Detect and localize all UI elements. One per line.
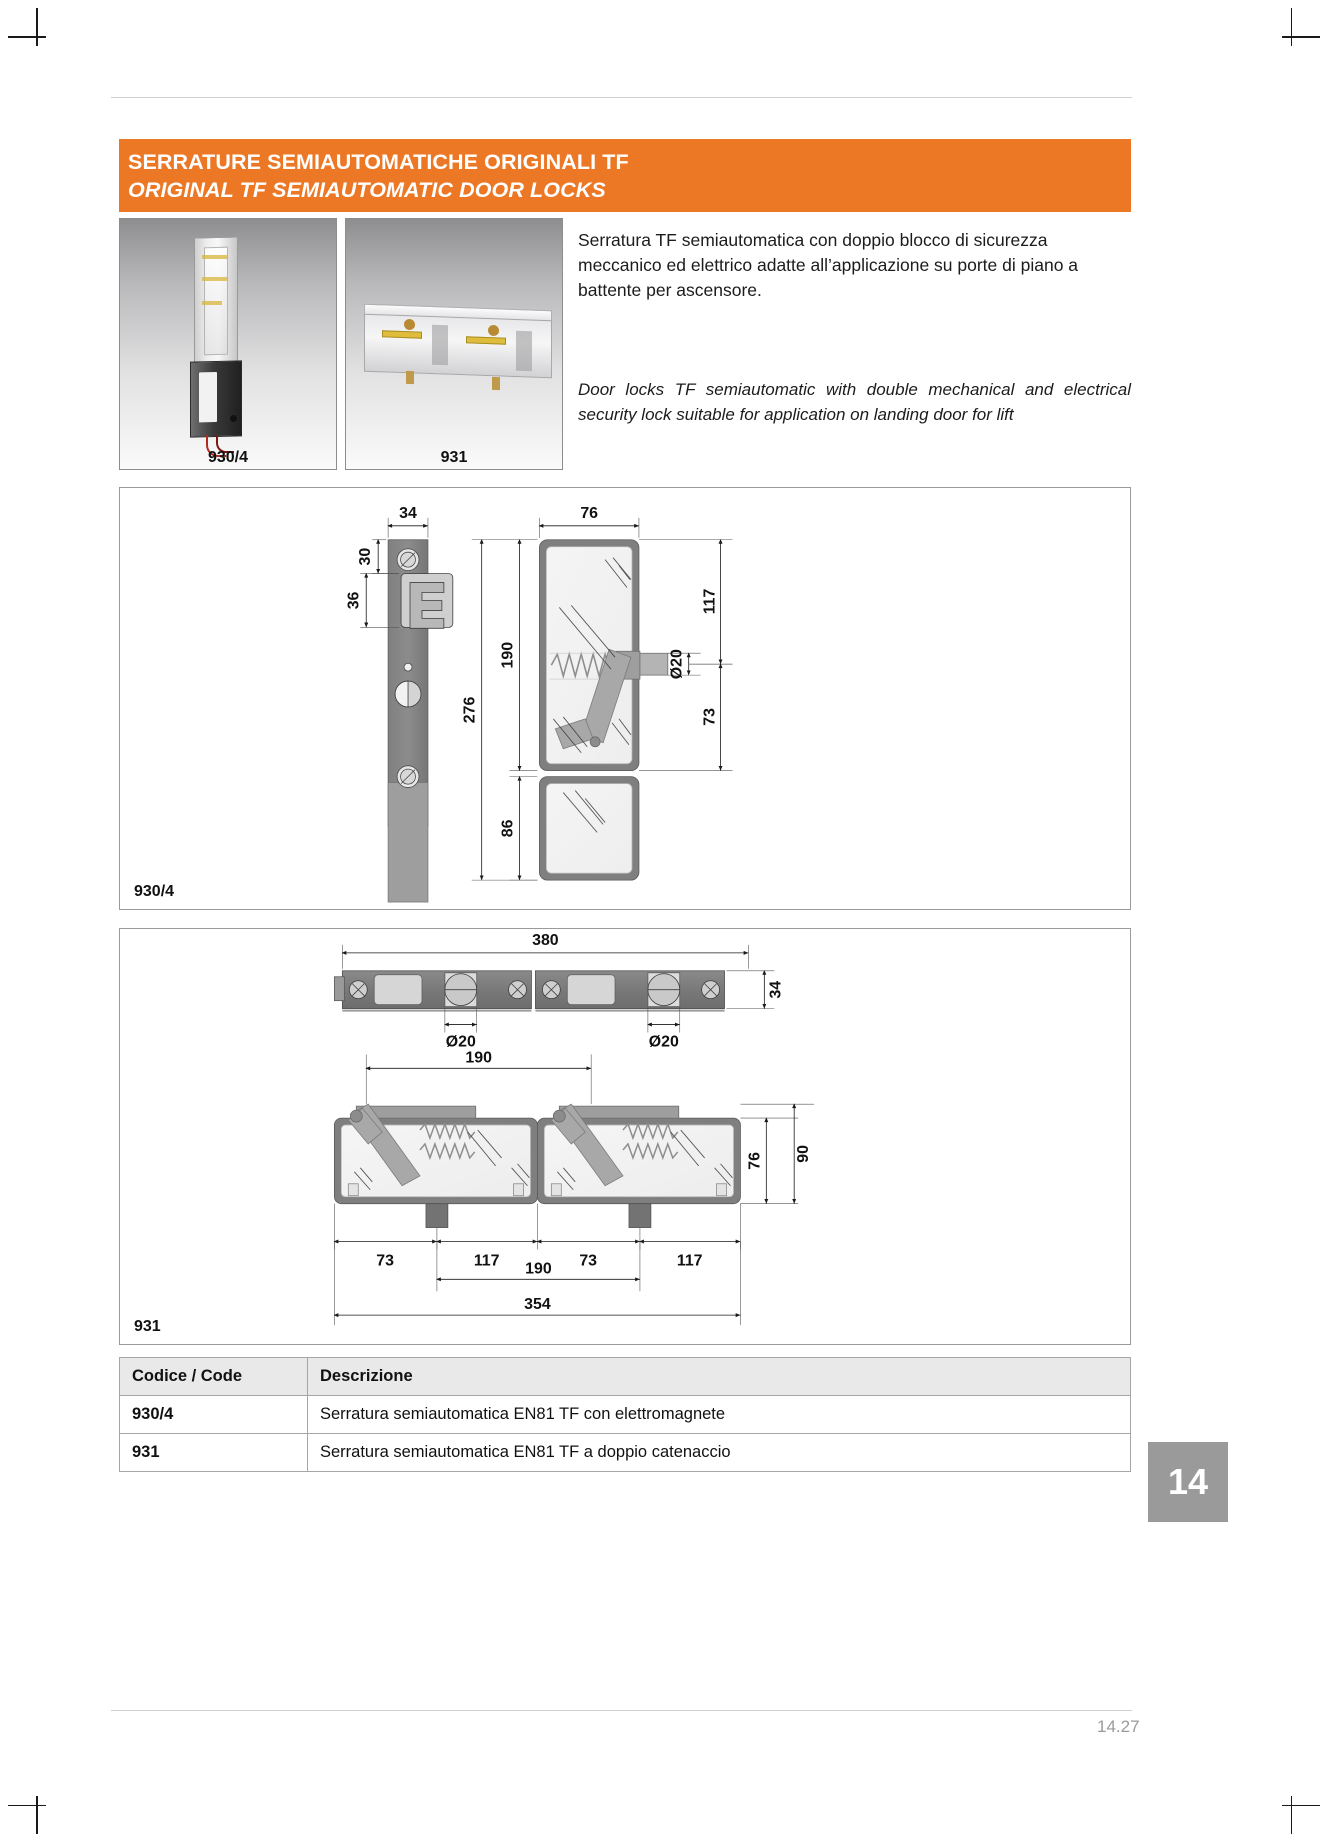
page-folio: 14.27 xyxy=(1097,1717,1140,1736)
dim-label-base-length: 354 xyxy=(524,1296,551,1314)
bottom-divider-rule xyxy=(111,1710,1132,1711)
dim-label-seg-2: 117 xyxy=(473,1252,500,1270)
table-row xyxy=(120,1396,1131,1434)
lock-detail-graphic xyxy=(202,301,222,305)
top-divider-rule xyxy=(111,97,1132,98)
cell-description: Serratura semiautomatica EN81 TF con elettromagnete xyxy=(308,1396,1131,1434)
dim-label-span-bottom: 190 xyxy=(525,1260,552,1278)
latch-graphic xyxy=(466,336,506,344)
dim-label-bolt-offset: 117 xyxy=(701,588,719,615)
product-photo-930-4 xyxy=(119,218,337,470)
table-header-row xyxy=(120,1358,1131,1396)
technical-drawing-panel-931 xyxy=(119,928,1131,1345)
dim-label-total-length: 380 xyxy=(532,931,559,949)
cell-code: 931 xyxy=(120,1434,308,1472)
dim-label-seg-1: 73 xyxy=(376,1252,395,1270)
dim-label-hole-left: Ø20 xyxy=(445,1033,476,1051)
brass-fitting-graphic xyxy=(488,325,499,336)
dim-label-profile-depth: 34 xyxy=(767,980,785,999)
crop-mark-bottom-right-vertical xyxy=(1291,1796,1293,1834)
dim-label-width-front: 34 xyxy=(399,504,417,522)
crop-mark-top-right-vertical xyxy=(1291,8,1293,46)
dim-label-bolt-diameter: Ø20 xyxy=(668,649,686,680)
description-italian: Serratura TF semiautomatica con doppio blocco di sicurezza meccanico ed elettrico adatte all’applicazione su porte di piano a battente per ascensore. xyxy=(578,230,1079,300)
photo-caption-930-4: 930/4 xyxy=(207,449,249,466)
lock-detail-graphic xyxy=(202,255,228,259)
crop-mark-bottom-left-vertical xyxy=(36,1796,38,1834)
section-title-english: ORIGINAL TF SEMIAUTOMATIC DOOR LOCKS xyxy=(128,178,606,202)
dim-label-total-height: 276 xyxy=(461,696,479,724)
brass-post-graphic xyxy=(406,371,414,384)
catalog-page xyxy=(111,0,1217,1842)
drawing-code-930-4: 930/4 xyxy=(134,883,175,900)
cell-description: Serratura semiautomatica EN81 TF a doppio catenaccio xyxy=(308,1434,1131,1472)
dim-label-seg-3: 73 xyxy=(579,1252,598,1270)
dim-label-box-height-outer: 90 xyxy=(795,1145,813,1163)
dim-label-span-top: 190 xyxy=(465,1049,492,1067)
dim-label-box-height-inner: 76 xyxy=(746,1152,764,1170)
table-row xyxy=(120,1434,1131,1472)
latch-graphic xyxy=(382,330,422,338)
crop-mark-top-left-horizontal xyxy=(8,36,46,38)
column-header-description: Descrizione xyxy=(308,1358,1131,1396)
column-header-code: Codice / Code xyxy=(120,1358,308,1396)
brass-post-graphic xyxy=(492,377,500,390)
dim-label-lower-offset: 73 xyxy=(701,708,719,726)
crop-mark-top-right-horizontal xyxy=(1282,36,1320,38)
specification-table xyxy=(119,1357,1131,1472)
dim-label-secondary-box: 86 xyxy=(499,819,517,838)
lock-internal-graphic xyxy=(432,325,448,366)
technical-drawing-panel-930-4 xyxy=(119,487,1131,910)
drawing-code-931: 931 xyxy=(134,1318,161,1335)
description-english: Door locks TF semiautomatic with double mechanical and electrical security lock suitable for application on landing door for lift xyxy=(578,380,1131,424)
crop-mark-top-left-vertical xyxy=(36,8,38,46)
dim-label-hole-right: Ø20 xyxy=(648,1033,679,1051)
lock-detail-graphic xyxy=(202,277,228,281)
dim-label-box-height: 190 xyxy=(499,641,517,669)
dim-label-top-segment: 30 xyxy=(357,547,375,566)
mounting-hole-graphic xyxy=(230,415,237,422)
dim-label-box-width: 76 xyxy=(580,504,599,522)
dim-label-keeper-height: 36 xyxy=(345,591,363,610)
crop-mark-bottom-left-horizontal xyxy=(8,1805,46,1807)
lock-internal-graphic xyxy=(516,331,532,372)
crop-mark-bottom-right-horizontal xyxy=(1282,1805,1320,1807)
cell-code: 930/4 xyxy=(120,1396,308,1434)
section-header-band xyxy=(119,139,1131,212)
section-title-italian: SERRATURE SEMIAUTOMATICHE ORIGINALI TF xyxy=(128,150,629,174)
dim-label-seg-4: 117 xyxy=(676,1252,703,1270)
product-photo-931 xyxy=(345,218,563,470)
photo-caption-931: 931 xyxy=(440,449,468,466)
electromagnet-graphic xyxy=(190,360,242,437)
brass-fitting-graphic xyxy=(404,319,415,330)
chapter-number-tab: 14 xyxy=(1148,1442,1228,1522)
